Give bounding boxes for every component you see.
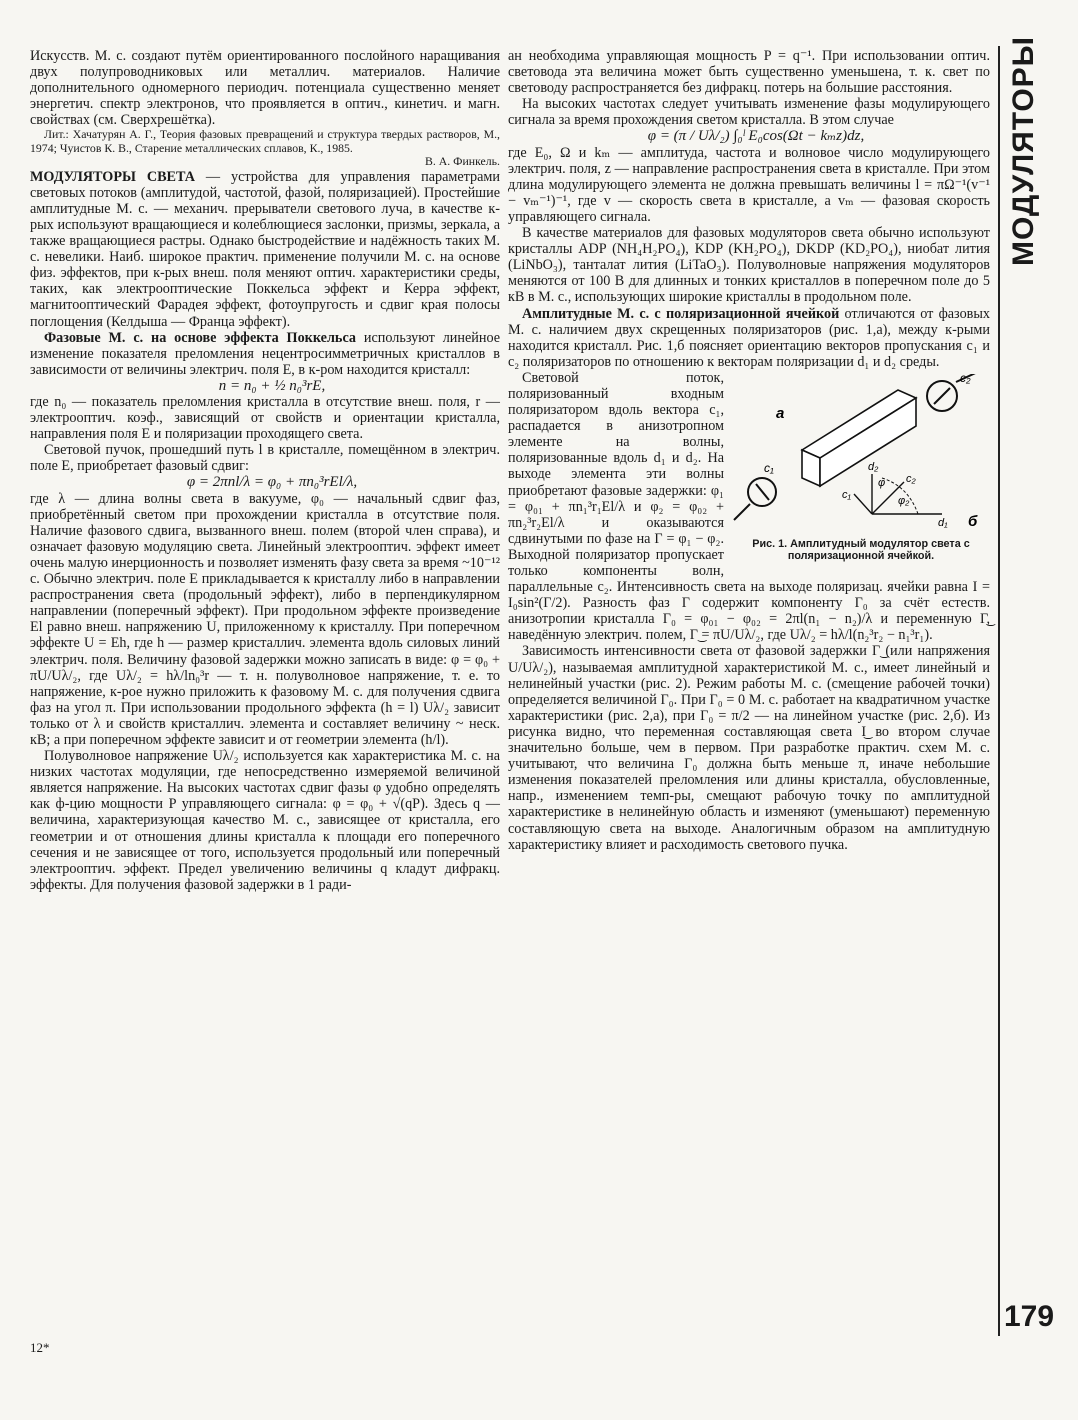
- right-column: [508, 48, 990, 853]
- vector-c1: [854, 494, 872, 514]
- label-d1: d₁: [938, 516, 948, 529]
- author-signature: В. А. Финкель.: [424, 154, 500, 169]
- label-d2: d₂: [868, 460, 879, 473]
- article-heading: МОДУЛЯТОРЫ СВЕТА: [30, 168, 196, 185]
- label-phi: φ: [878, 476, 886, 489]
- paragraph-text: — устройства для управления параметрами световых потоков (амплитудой, частотой, фазой, поляризацией). Простейшие амплитудные М. с. — механич. прерыватели светового луча, в качестве к-рых используют вращающиеся и колеблющиеся заслонки, призмы, зеркала, а также вращающиеся растры. Однако быстродействие и надёжность таких М. с. невелики. Наиб. широкое практич. применение получили М. с. на основе физ. эффектов, при к-рых внеш. поля меняют оптич. характеристики среды, таких, как электрооптические Поккельса эффект и Керра эффект, магнитооптический Фарадея эффект, фотоупругость и сдвиг края полосы поглощения (Келдыша — Франца эффект).: [30, 168, 501, 330]
- label-c2-bottom: c₂: [906, 472, 916, 485]
- modulator-diagram: [732, 374, 990, 534]
- label-phi2: φ₂: [898, 494, 910, 507]
- paragraph: Зависимость интенсивности света от фазовой задержки Γ͜ (или напряжения U/Uλ/₂), называемая амплитудной характеристикой М. с., имеет линейный и нелинейный участки (рис. 2). Режим работы М. с. (смещение рабочей точки) определяется величиной Γ₀. При Γ₀ = 0 М. с. работает на квадратичном участке характеристики (рис. 2,а), при Γ₀ = π/2 — на линейном участке (рис. 2,б). Из рисунка видно, что переменная составляющая света I͜ во втором случае значительно больше, чем в первом. При разработке практич. схем М. с. учитывают, что величина Γ₀ должна быть меньше π, иначе небольшие изменения показателей преломления или длины кристалла, обусловленные, напр., изменением темп-ры, смещают рабочую точку по амплитудной характеристике в нелинейную область и изменяют (уменьшают) переменную составляющую света на выходе. Аналогичным образом на амплитудную характеристику влияет и расходимость светового пучка.: [508, 643, 990, 853]
- paragraph: В качестве материалов для фазовых модуляторов света обычно используют кристаллы ADP (NH₄H₂PO₄), KDP (KH₂PO₄), DKDP (KD₂PO₄), ниобат лития (LiNbO₃), танталат лития (LiTaO₃). Полуволновые напряжения модуляторов меняются от 100 В для длинных и тонких кристаллов в поперечном поле до 5 кВ в М. с., использующих широкие кристаллы в продольном поле.: [508, 225, 990, 306]
- page-number: 179: [1004, 1300, 1055, 1333]
- formula-refractive-index: n = n₀ + ½ n₀³rE,: [218, 377, 326, 394]
- paragraph-text: используют линейное изменение показателя преломления нецентросимметричных кристаллов в зависимости от величины электрич. поля E, в к-ром находится кристалл:: [30, 329, 501, 378]
- paragraph: где n₀ — показатель преломления кристалла в отсутствие внеш. поля, r — электрооптич. коэф., зависящий от свойств и ориентации кристалла, направления поля E и поляризации проходящего света.: [30, 394, 500, 443]
- section-paragraph: [30, 330, 500, 378]
- input-beam-arrow: [734, 504, 750, 520]
- paragraph: Полуволновое напряжение Uλ/₂ используется как характеристика М. с. на низких частотах модуляции, где непосредственно измеряемой величиной является напряжение. На высоких частотах сдвиг фазы φ удобно определять как ф-цию мощности P управляющего сигнала: φ = φ₀ + √(qP). Здесь q — величина, характеризующая качество М. с., зависящее от кристалла, его геометрии и от отношения длины кристалла к площади его поперечного сечения и не зависящее от того, используется продольный или поперечный электрооптич. эффект. Предел увеличению величины q кладут дифракц. эффекты. Для получения фазовой задержки в 1 ради-: [30, 748, 500, 893]
- side-divider: [998, 46, 1000, 1336]
- label-c1-bottom: c₁: [842, 488, 851, 501]
- paragraph: где E₀, Ω и kₘ — амплитуда, частота и волновое число модулирующего электрич. поля, z — направление распространения света в кристалле. При этом длина модулирующего элемента не должна превышать величины l = πΩ⁻¹(v⁻¹ − vₘ⁻¹)⁻¹, где v — скорость света в кристалле, а vₘ — фазовая скорость управляющего сигнала.: [508, 144, 990, 225]
- section-paragraph: [508, 306, 990, 370]
- label-b: б: [968, 512, 978, 530]
- label-c2-top: c₂: [960, 373, 971, 385]
- left-column: [30, 48, 500, 893]
- subheading-phase-modulators: Фазовые М. с. на основе эффекта Поккельса: [44, 329, 357, 346]
- article-paragraph: [30, 169, 500, 330]
- label-a: а: [776, 404, 785, 422]
- polarizer-vector-c1: [756, 484, 769, 500]
- paragraph: ан необходима управляющая мощность P = q⁻¹. При использовании оптич. световода эта величина может быть существенно уменьшена, т. к. свет по световоду распространяется без дифракц. потерь на большие расстояния.: [508, 48, 990, 97]
- figure-1: [732, 374, 990, 562]
- formula-phase-shift: φ = 2πnl/λ = φ₀ + πn₀³rEl/λ,: [186, 474, 358, 491]
- paragraph: где λ — длина волны света в вакууме, φ₀ — начальный сдвиг фаз, приобретённый светом при прохождении кристалла в отсутствие поля. Наличие фазового сдвига, вызванного внеш. полем (второй член справа), и означает фазовую модуляцию света. Линейный электрооптич. эффект имеет очень малую инерционность и позволяет изменять фазу света за время ~10⁻¹² с. Обычно электрич. поле E прикладывается к кристаллу либо в направлении распространения света (продольный эффект), либо в перпендикулярном направлении (поперечный эффект). При продольном эффекте произведение El равно внеш. напряжению U, приложенному к кристаллу. При поперечном эффекте U = Eh, где h — размер кристаллич. элемента вдоль силовых линий электрич. поля. Величину фазовой задержки можно записать в виде: φ = φ₀ + πU/Uλ/₂, где Uλ/₂ = hλ/ln₀³r — т. н. полуволновое напряжение, т. е. то напряжение, к-рое нужно приложить к фазовому М. с. для получения сдвига фаз на угол π. При использовании продольного эффекта (h = l) Uλ/₂ зависит только от λ и свойств кристаллич. элемента и составляет величину ~ неск. кВ; а при поперечном эффекте зависит и от геометрии элемента (h/l).: [30, 490, 500, 748]
- formula-integral-phase: φ = (π / Uλ/₂) ∫₀ˡ E₀cos(Ωt − kₘz)dz,: [647, 128, 865, 145]
- paragraph: Световой пучок, прошедший путь l в кристалле, помещённом в электрич. поле E, приобретает фазовый сдвиг:: [30, 442, 500, 475]
- paragraph-text: отличаются от фазовых М. с. наличием двух скрещенных поляризаторов (рис. 1,а), между к-рыми находится кристалл. Рис. 1,б поясняет ориентацию векторов пропускания c₁ и c₂ поляризаторов по отношению к векторам поляризации d₁ и d₂ среды.: [508, 305, 990, 370]
- polarizer-vector-c2: [934, 388, 950, 404]
- paragraph: Световой поток, поляризованный входным поляризатором вдоль вектора c₁, распадается в анизотропном элементе на волны, поляризованные вдоль d₁ и d₂. На выходе элемента эти волны приобретают фазовые задержки: φ₁ = φ₀₁ + πn₁³r₁El/λ и φ₂ = φ₀₂ + πn₂³r₂El/λ и оказываются сдвинутыми по фазе на Γ = φ₁ − φ₂. Выходной поляризатор пропускает только компоненты волн, параллельные c₂. Интенсивность света на выходе поляризац. ячейки равна I = I₀sin²(Γ/2). Разность фаз Γ содержит компоненту Γ₀ за счёт естеств. анизотропии кристалла Γ₀ = φ₀₁ − φ₀₂ = 2πl(n₁ − n₂)/λ и переменную Γ͜, наведённую электрич. полем, Γ͜ = πU/Uλ/₂, где Uλ/₂ = hλ/l(n₂³r₂ − n₁³r₁).: [508, 369, 990, 644]
- literature-references: Лит.: Хачатурян А. Г., Теория фазовых превращений и структура твердых растворов, М., 1974; Чуистов К. В., Старение металлических сплавов, К., 1985.: [30, 127, 500, 155]
- figure-caption: Рис. 1. Амплитудный модулятор света с поляризационной ячейкой.: [752, 537, 970, 562]
- paragraph: Искусств. М. с. создают путём ориентированного послойного наращивания двух полупроводниковых или металлич. материалов. Наличие дополнительного одномерного периодич. потенциала существенно меняет энергетич. спектр электронов, что проявляется в оптич., кинетич. и магн. свойствах (см. Сверхрешётка).: [30, 48, 500, 129]
- signature-mark: 12*: [30, 1340, 50, 1355]
- paragraph: На высоких частотах следует учитывать изменение фазы модулирующего сигнала за время прохождения светом кристалла. В этом случае: [508, 96, 990, 129]
- running-head: [1006, 35, 1042, 267]
- subheading-amplitude-modulators: Амплитудные М. с. с поляризационной ячейкой: [522, 305, 840, 322]
- running-head-text: МОДУЛЯТОРЫ: [1007, 35, 1040, 267]
- label-c1-top: c₁: [764, 460, 774, 475]
